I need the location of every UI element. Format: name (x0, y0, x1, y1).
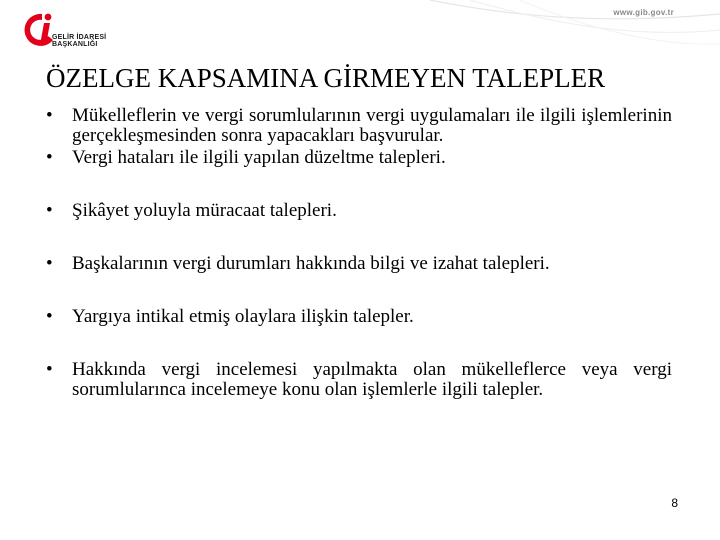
bullet-marker: • (46, 105, 53, 126)
gib-logo-text (52, 34, 106, 48)
bullet-marker: • (46, 200, 53, 221)
bullet-marker: • (46, 253, 53, 274)
logo-line-2: BAŞKANLIĞI (52, 41, 98, 48)
bullet-marker: • (46, 147, 53, 168)
bullet-text: Vergi hataları ile ilgili yapılan düzeltme talepleri. (72, 147, 446, 168)
bullet-item (46, 148, 672, 168)
bullet-list (46, 106, 672, 400)
bullet-marker: • (46, 359, 53, 380)
logo-line-1: GELİR İDARESİ (52, 34, 107, 41)
slide-title: ÖZELGE KAPSAMINA GİRMEYEN TALEPLER (46, 63, 606, 93)
bullet-item (46, 360, 672, 400)
bullet-item (46, 106, 672, 146)
bullet-text: Hakkında vergi incelemesi yapılmakta olan mükelleflerce veya vergi sorumlularınca incelemeye konu olan işlemlerle ilgili talepler. (72, 359, 672, 400)
bullet-item (46, 254, 672, 274)
bullet-text: Mükelleflerin ve vergi sorumlularının vergi uygulamaları ile ilgili işlemlerinin gerçekleşmesinden sonra yapacakları başvurular. (72, 105, 672, 146)
bullet-item (46, 307, 672, 327)
gib-logo (22, 12, 122, 52)
bullet-text: Şikâyet yoluyla müracaat talepleri. (72, 200, 337, 221)
bullet-marker: • (46, 306, 53, 327)
bullet-text: Başkalarının vergi durumları hakkında bilgi ve izahat talepleri. (72, 253, 550, 274)
bullet-item (46, 201, 672, 221)
bullet-text: Yargıya intikal etmiş olaylara ilişkin talepler. (72, 306, 414, 327)
site-url: www.gib.gov.tr (613, 8, 674, 17)
page-number: 8 (671, 496, 678, 510)
